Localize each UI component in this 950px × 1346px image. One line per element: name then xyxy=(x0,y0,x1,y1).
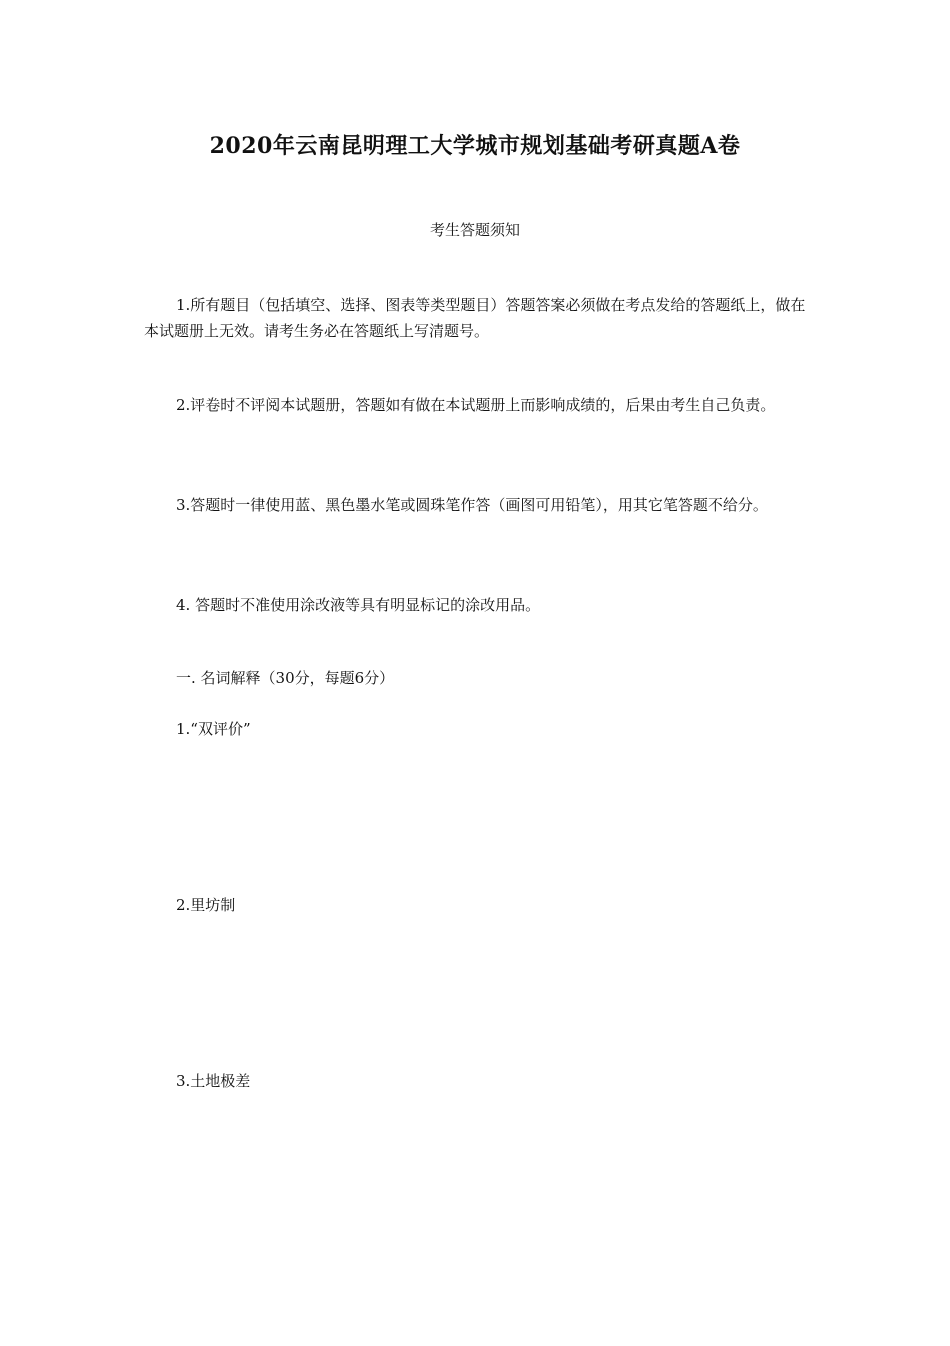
section-heading-terms: 一. 名词解释（30分，每题6分） xyxy=(176,669,395,687)
notice-item-4: 4. 答题时不准使用涂改液等具有明显标记的涂改用品。 xyxy=(176,596,541,614)
notice-item-2: 2.评卷时不评阅本试题册，答题如有做在本试题册上而影响成绩的，后果由考生自己负责。 xyxy=(176,396,776,414)
notice-heading: 考生答题须知 xyxy=(429,221,520,239)
question-3: 3.土地极差 xyxy=(176,1072,251,1090)
notice-item-1: 1.所有题目（包括填空、选择、图表等类型题目）答题答案必须做在考点发给的答题纸上，做在本试题册上无效。请考生务必在答题纸上写清题号。 xyxy=(144,296,806,340)
page-title: 2020年云南昆明理工大学城市规划基础考研真题A卷 xyxy=(209,133,741,159)
question-2: 2.里坊制 xyxy=(176,896,236,914)
question-1: 1.“双评价” xyxy=(176,720,251,738)
notice-item-3: 3.答题时一律使用蓝、黑色墨水笔或圆珠笔作答（画图可用铅笔），用其它笔答题不给分。 xyxy=(176,496,768,514)
